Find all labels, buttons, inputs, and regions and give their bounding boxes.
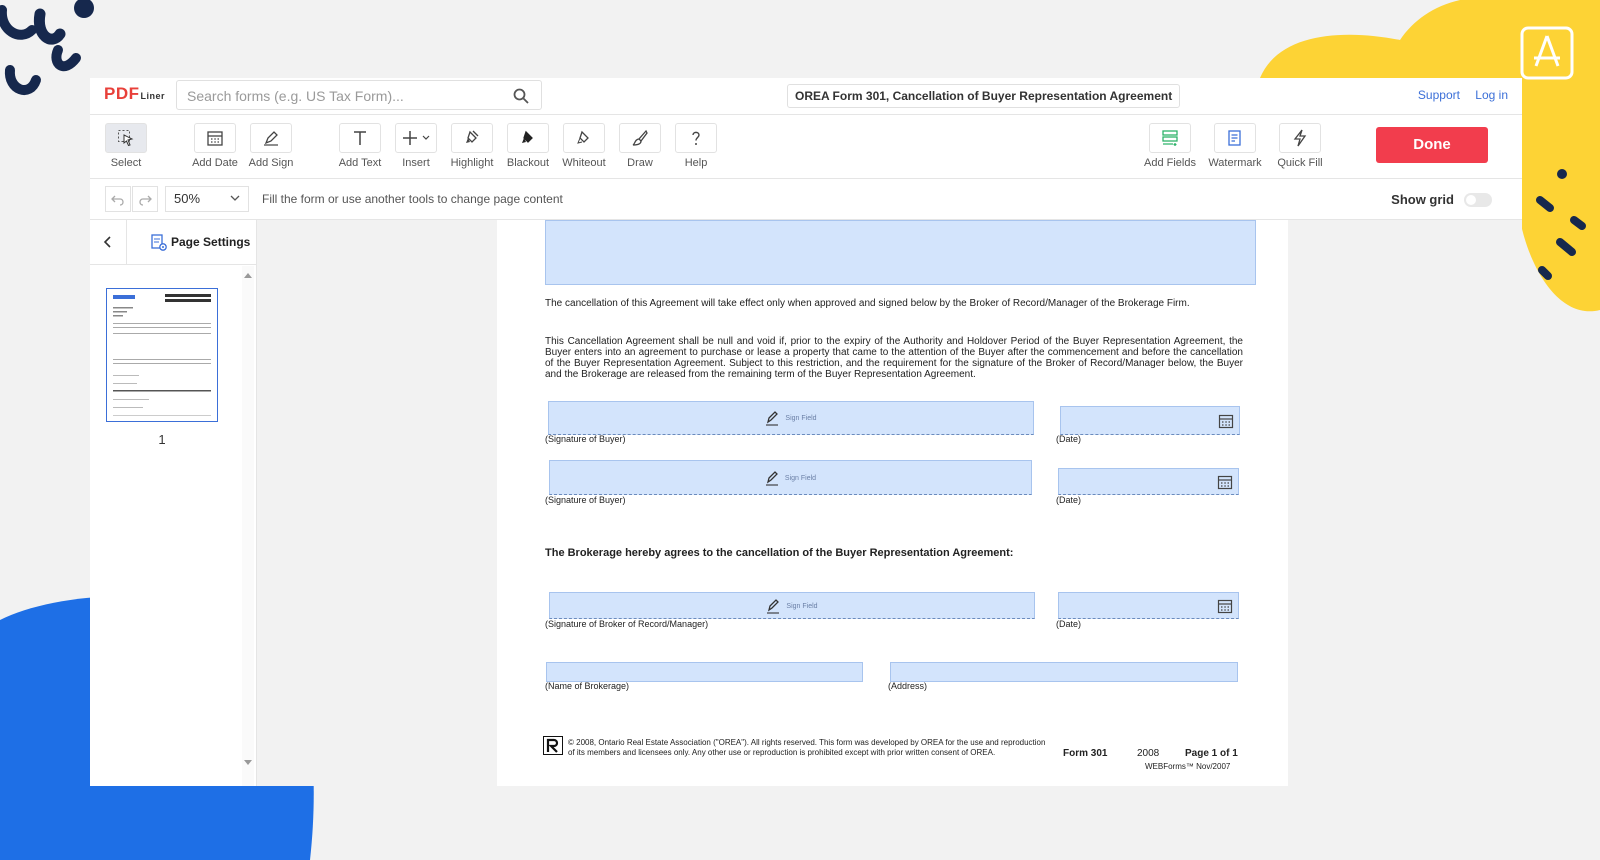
buyer-signature-field-1[interactable]: Sign Field <box>548 401 1034 435</box>
header-links <box>1406 88 1508 102</box>
date-caption-2: (Date) <box>1056 495 1082 505</box>
pdfliner-logo[interactable]: PDFLiner <box>104 84 166 103</box>
address-field[interactable] <box>890 662 1238 682</box>
null-void-clause-text: This Cancellation Agreement shall be null and void if, prior to the expiry of the Authority and Holdover Period of the Buyer Representation Agreement, the Buyer enters into an agreement to purchase or lease a property that came to the attention of the Buyer after the commencement and before the cancellation of the Buyer Representation Agreement. Subject to this restriction, and the requirement for the signature of the Broker of Record/Manager below, the Buyer and the Brokerage are released from the remaining term of the Buyer Representation Agreement. <box>545 336 1243 380</box>
document-canvas <box>257 220 1522 786</box>
show-grid-toggle[interactable] <box>1464 193 1492 207</box>
editor-window <box>90 78 1522 786</box>
blackout-marker-icon <box>519 129 537 147</box>
zoom-value: 50% <box>174 191 201 206</box>
sign-pen-icon <box>765 470 779 486</box>
add-text-label: Add Text <box>338 157 382 169</box>
footer-copyright: © 2008, Ontario Real Estate Association ("OREA"). All rights reserved. This form was developed by OREA for the use and reproduction of its members and licensees only. Any other use or reproduction is prohibited except with prior written consent of OREA. <box>568 738 1046 757</box>
sub-toolbar <box>90 179 1522 220</box>
calendar-icon[interactable] <box>1217 598 1233 614</box>
pdf-logo-icon <box>1520 26 1574 80</box>
broker-signature-field[interactable]: Sign Field <box>549 592 1035 619</box>
redo-button[interactable] <box>132 186 158 212</box>
whiteout-label: Whiteout <box>562 157 606 169</box>
watermark-label: Watermark <box>1208 157 1262 169</box>
date-field-2[interactable] <box>1058 468 1239 495</box>
add-text-tool[interactable] <box>332 123 388 169</box>
date-caption-1: (Date) <box>1056 434 1082 444</box>
sidebar-scrollbar[interactable] <box>242 266 254 786</box>
form-number: Form 301 <box>1063 748 1108 759</box>
add-date-label: Add Date <box>192 157 238 169</box>
main-toolbar <box>90 115 1522 179</box>
draw-label: Draw <box>627 157 653 169</box>
pages-sidebar <box>90 220 257 786</box>
add-fields-icon <box>1161 129 1179 147</box>
brokerage-agreement-heading: The Brokerage hereby agrees to the cancellation of the Buyer Representation Agreement: <box>545 547 1014 559</box>
page-number-label: 1 <box>158 432 166 447</box>
chevron-left-icon <box>101 235 115 249</box>
collapse-sidebar-button[interactable] <box>90 220 127 264</box>
sign-pen-icon <box>766 598 780 614</box>
add-fields-label: Add Fields <box>1144 157 1196 169</box>
add-sign-tool[interactable] <box>243 123 299 169</box>
calendar-icon <box>206 129 224 147</box>
date-caption-3: (Date) <box>1056 619 1082 629</box>
highlighter-icon <box>463 129 481 147</box>
calendar-icon[interactable] <box>1218 413 1234 429</box>
document-title: OREA Form 301, Cancellation of Buyer Representation Agreement <box>787 84 1180 108</box>
eraser-icon <box>575 129 593 147</box>
name-brokerage-caption: (Name of Brokerage) <box>545 681 630 691</box>
webforms-label: WEBForms™ Nov/2007 <box>1145 762 1231 771</box>
search-box[interactable] <box>176 80 542 110</box>
highlight-tool[interactable] <box>444 123 500 169</box>
watermark-icon <box>1226 129 1244 147</box>
buyer-signature-field-2[interactable]: Sign Field <box>549 460 1032 495</box>
cursor-icon <box>117 129 135 147</box>
search-icon[interactable] <box>513 88 529 104</box>
help-label: Help <box>684 157 708 169</box>
add-sign-label: Add Sign <box>248 157 294 169</box>
select-label: Select <box>110 157 142 169</box>
blackout-label: Blackout <box>506 157 550 169</box>
brokerage-name-field[interactable] <box>546 662 863 682</box>
instruction-text: Fill the form or use another tools to change page content <box>262 192 563 206</box>
blackout-tool[interactable] <box>500 123 556 169</box>
page-settings-icon <box>150 234 168 252</box>
thumbnail-preview <box>107 289 217 421</box>
redo-icon <box>138 192 152 206</box>
cancellation-effect-text: The cancellation of this Agreement will take effect only when approved and signed below by the Broker of Record/Manager of the Brokerage Firm. <box>545 298 1190 309</box>
calendar-icon[interactable] <box>1217 474 1233 490</box>
quick-fill-tool[interactable] <box>1272 123 1328 169</box>
document-page <box>497 220 1288 786</box>
date-field-3[interactable] <box>1058 592 1239 619</box>
top-header <box>90 78 1522 115</box>
lightning-icon <box>1291 129 1309 147</box>
support-link[interactable]: Support <box>1417 88 1460 102</box>
search-input[interactable] <box>185 86 499 106</box>
address-caption: (Address) <box>888 681 928 691</box>
show-grid-label: Show grid <box>1391 192 1454 207</box>
form-year: 2008 <box>1137 748 1160 759</box>
zoom-select[interactable] <box>165 186 249 212</box>
plus-icon <box>401 129 431 147</box>
signature-buyer-caption-2: (Signature of Buyer) <box>545 495 626 505</box>
date-field-1[interactable] <box>1060 406 1240 435</box>
insert-label: Insert <box>402 157 430 169</box>
page-of-label: Page 1 of 1 <box>1185 748 1238 759</box>
add-date-tool[interactable] <box>187 123 243 169</box>
add-fields-tool[interactable] <box>1142 123 1198 169</box>
signature-broker-caption: (Signature of Broker of Record/Manager) <box>545 619 709 629</box>
watermark-tool[interactable] <box>1207 123 1263 169</box>
text-area-field[interactable] <box>545 220 1256 285</box>
brush-icon <box>631 129 649 147</box>
sidebar-header <box>90 220 256 265</box>
login-link[interactable]: Log in <box>1475 88 1508 102</box>
sign-pen-icon <box>765 410 779 426</box>
realtor-logo-icon <box>543 736 563 758</box>
help-tool[interactable] <box>668 123 724 169</box>
undo-icon <box>111 192 125 206</box>
signature-buyer-caption-1: (Signature of Buyer) <box>545 434 626 444</box>
decor-dots-right <box>1524 160 1600 290</box>
quick-fill-label: Quick Fill <box>1277 157 1323 169</box>
scroll-up-icon <box>244 272 252 278</box>
insert-tool[interactable] <box>388 123 444 169</box>
pen-sign-icon <box>262 129 280 147</box>
select-tool[interactable] <box>98 123 154 169</box>
undo-button[interactable] <box>105 186 131 212</box>
done-button[interactable]: Done <box>1376 127 1488 163</box>
chevron-down-icon <box>228 191 242 205</box>
page-settings-button[interactable]: Page Settings <box>150 234 250 252</box>
text-icon <box>351 129 369 147</box>
scroll-down-icon <box>244 760 252 766</box>
whiteout-tool[interactable] <box>556 123 612 169</box>
page-thumbnail[interactable] <box>106 288 218 422</box>
question-icon <box>687 129 705 147</box>
highlight-label: Highlight <box>450 157 494 169</box>
draw-tool[interactable] <box>612 123 668 169</box>
